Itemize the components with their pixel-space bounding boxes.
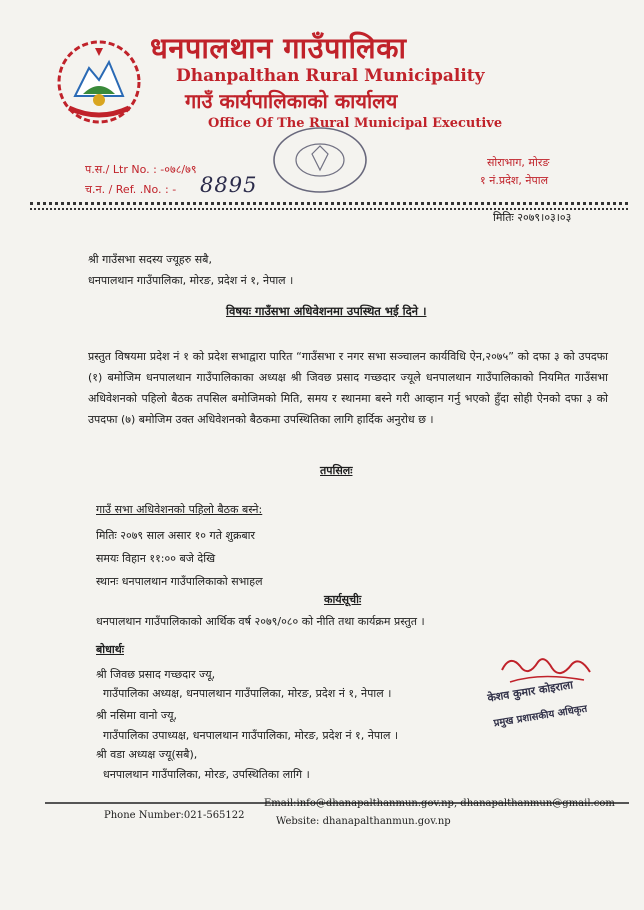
agenda-heading: कार्यसूचीः [324, 593, 362, 606]
recipient-line-2: धनपालथान गाउँपालिका, मोरङ, प्रदेश नं १, नेपाल । [88, 274, 294, 287]
cc-line: श्री वडा अध्यक्ष ज्यू(सबै), [96, 748, 198, 761]
cc-heading: बोधार्थः [96, 643, 124, 656]
reference-number: 8895 [200, 173, 258, 197]
footer-email: Email:info@dhanapalthanmun.gov.np, dhanapalthanmun@gmail.com [264, 798, 615, 809]
footer-website: Website: dhanapalthanmun.gov.np [276, 816, 451, 827]
meeting-heading: गाउँ सभा अधिवेशनको पहिलो बैठक बस्ने: [96, 503, 263, 516]
nepal-emblem-logo [55, 38, 143, 124]
cc-line: धनपालथान गाउँपालिका, मोरङ, उपस्थितिका लागि । [103, 768, 310, 781]
municipality-name-nepali: धनपालथान गाउँपालिका [150, 31, 407, 65]
meeting-time: समयः विहान ११:०० बजे देखि [96, 552, 216, 565]
address-line-1: सोराभाग, मोरङ [487, 156, 550, 169]
address-line-2: १ नं.प्रदेश, नेपाल [480, 174, 549, 187]
reference-label: च.न. / Ref. .No. : - [85, 183, 177, 196]
header-divider [30, 202, 628, 205]
tapsil-heading: तपसिलः [320, 464, 353, 477]
footer-phone: Phone Number:021-565122 [104, 810, 245, 821]
cc-line: गाउँपालिका उपाध्यक्ष, धनपालथान गाउँपालिका, मोरङ, प्रदेश नं १, नेपाल । [103, 729, 399, 742]
agenda-item: धनपालथान गाउँपालिकाको आर्थिक वर्ष २०७९/०८० को नीति तथा कार्यक्रम प्रस्तुत । [96, 615, 425, 628]
office-name-nepali: गाउँ कार्यपालिकाको कार्यालय [185, 89, 398, 113]
cc-line: गाउँपालिका अध्यक्ष, धनपालथान गाउँपालिका, मोरङ, प्रदेश नं १, नेपाल । [103, 687, 392, 700]
body-paragraph: प्रस्तुत विषयमा प्रदेश नं १ को प्रदेश सभाद्वारा पारित “गाउँसभा र नगर सभा सञ्चालन कार्यविधि ऐन,२०७५” को दफा ३ को उपदफा (१) बमोजिम धनपालथान गाउँपालिकाका अध्यक्ष श्री जिवछ प्रसाद गच्छदार ज्यूले धनपालथान गाउँपालिकाको नियमित गाउँसभा अधिवेशनको पहिलो बैठक तपसिल बमोजिमको मिति, समय र स्थानमा बस्ने गरी आव्हान गर्नु भएको हुँदा सोही ऐनको दफा ३ को उपदफा (७) बमोजिम उक्त अधिवेशनको बैठकमा उपस्थितिका लागि हार्दिक अनुरोध छ । [88, 350, 608, 426]
meeting-date: मितिः २०७९ साल असार १० गते शुक्रबार [96, 529, 256, 542]
recipient-line-1: श्री गाउँसभा सदस्य ज्यूहरु सबै, [88, 253, 212, 266]
signatory-title: प्रमुख प्रशासकीय अधिकृत [492, 703, 588, 730]
meeting-venue: स्थानः धनपालथान गाउँपालिकाको सभाहल [96, 575, 263, 588]
subject-line: विषयः गाउँसभा अधिवेशनमा उपस्थित भई दिने । [226, 304, 427, 318]
cc-line: श्री नसिमा वानो ज्यू, [96, 709, 178, 722]
cc-line: श्री जिवछ प्रसाद गच्छदार ज्यू, [96, 668, 216, 681]
letter-number: प.स./ Ltr No. : -०७८/७९ [85, 163, 197, 176]
municipality-name-english: Dhanpalthan Rural Municipality [176, 66, 485, 86]
office-seal-stamp [268, 124, 372, 196]
signatory-name: केशव कुमार कोइराला [486, 678, 574, 705]
office-name-english: Office Of The Rural Municipal Executive [208, 116, 503, 131]
letter-date: मितिः २०७९।०३।०३ [493, 211, 572, 224]
